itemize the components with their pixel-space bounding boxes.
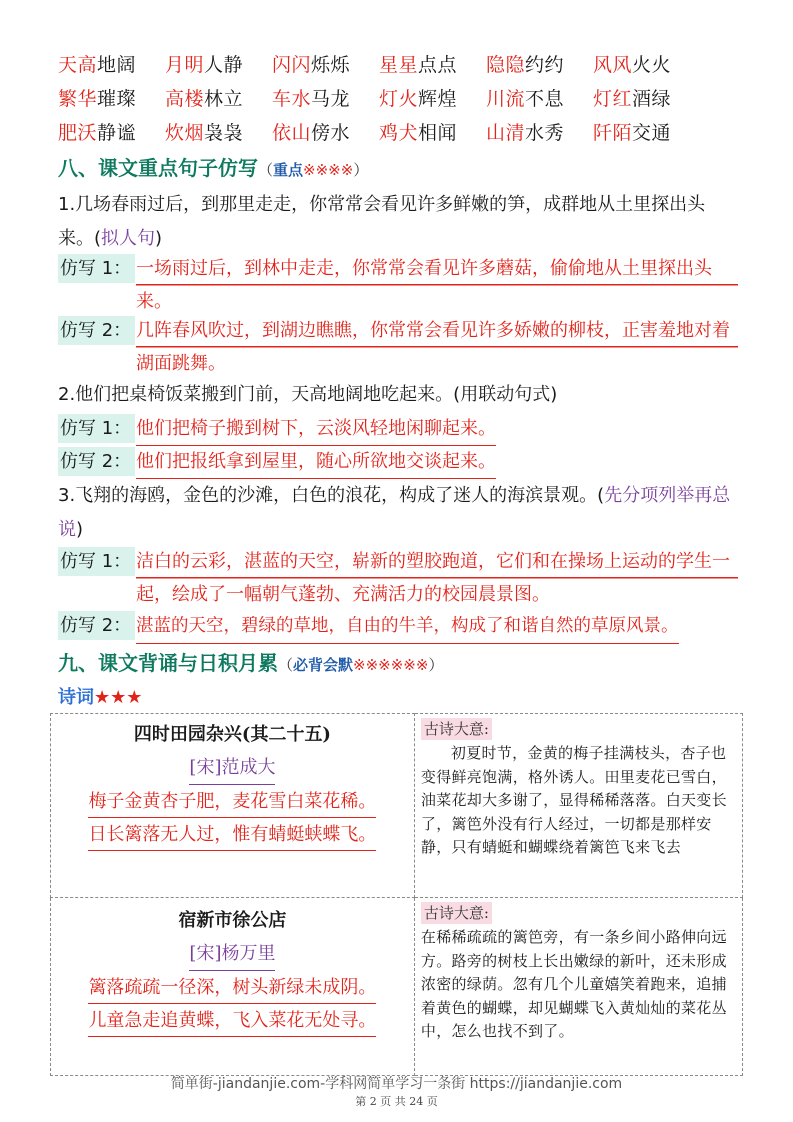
example-label: 仿写 1： xyxy=(58,254,135,283)
question-1-example-2 xyxy=(58,314,738,380)
meaning-label: 古诗大意: xyxy=(421,718,492,740)
word: 繁华璀璨 xyxy=(58,87,137,110)
meaning-cell xyxy=(414,898,742,1076)
word: 鸡犬相闻 xyxy=(379,121,458,144)
example-label: 仿写 2： xyxy=(58,611,135,640)
poem-row xyxy=(51,714,743,898)
word-row xyxy=(58,46,758,80)
example-text: 他们把报纸拿到屋里，随心所欲地交谈起来。 xyxy=(136,445,496,479)
poem-cell xyxy=(51,714,415,898)
word: 风风火火 xyxy=(593,53,672,76)
section-8-title: 八、课文重点句子仿写 xyxy=(58,156,258,180)
word: 炊烟袅袅 xyxy=(165,121,244,144)
question-3-example-2 xyxy=(58,609,738,644)
poem-table xyxy=(50,713,743,1076)
poem-line: 儿童急走追黄蝶，飞入菜花无处寻。 xyxy=(88,1006,376,1037)
question-3-example-1 xyxy=(58,545,738,611)
example-text: 他们把椅子搬到树下，云淡风轻地闲聊起来。 xyxy=(136,412,496,446)
word: 星星点点 xyxy=(379,53,458,76)
word: 高楼林立 xyxy=(165,87,244,110)
section-9-title: 九、课文背诵与日积月累 xyxy=(58,651,278,675)
poem-heading: 诗词★★★ xyxy=(58,687,143,708)
word-row xyxy=(58,114,758,148)
word: 灯红酒绿 xyxy=(593,87,672,110)
word: 隐隐约约 xyxy=(486,53,565,76)
word: 阡陌交通 xyxy=(593,121,672,144)
word: 依山傍水 xyxy=(272,121,351,144)
example-label: 仿写 1： xyxy=(58,414,135,443)
example-text: 几阵春风吹过，到湖边瞧瞧，你常常会看见许多娇嫩的柳枝，正害羞地对着湖面跳舞。 xyxy=(136,314,738,380)
example-text: 洁白的云彩，湛蓝的天空，崭新的塑胶跑道，它们和在操场上运动的学生一起，绘成了一幅朝气蓬勃、充满活力的校园晨景图。 xyxy=(136,545,738,611)
example-text: 一场雨过后，到林中走走，你常常会看见许多蘑菇，偷偷地从土里探出头来。 xyxy=(136,252,738,318)
poem-title: 宿新市徐公店 xyxy=(178,910,287,931)
question-1-example-1 xyxy=(58,252,738,318)
word: 川流不息 xyxy=(486,87,565,110)
word: 山清水秀 xyxy=(486,121,565,144)
meaning-label: 古诗大意: xyxy=(421,902,492,924)
word: 车水马龙 xyxy=(272,87,351,110)
question-1: 1.几场春雨过后，到那里走走，你常常会看见许多鲜嫩的笋，成群地从土里探出头来。(拟人句) xyxy=(58,194,706,249)
word: 灯火辉煌 xyxy=(379,87,458,110)
question-3: 3.飞翔的海鸥，金色的沙滩，白色的浪花，构成了迷人的海滨景观。(先分项列举再总说) xyxy=(58,485,731,540)
poem-author: [宋]杨万里 xyxy=(189,938,275,971)
word-row xyxy=(58,80,758,114)
star-rating-icon: ★★★ xyxy=(94,687,143,708)
meaning-text: 初夏时节，金黄的梅子挂满枝头，杏子也变得鲜亮饱满，格外诱人。田里麦花已雪白，油菜花却大多谢了，显得稀稀落落。白天变长了，篱笆外没有行人经过，一切都是那样安静，只有蜻蜓和蝴蝶绕着篱笆飞来飞去 xyxy=(420,744,727,856)
question-2-example-2 xyxy=(58,445,738,479)
poem-row xyxy=(51,898,743,1076)
poem-line: 梅子金黄杏子肥，麦花雪白菜花稀。 xyxy=(88,787,376,818)
poem-cell xyxy=(51,898,415,1076)
example-label: 仿写 2： xyxy=(58,316,135,345)
word: 月明人静 xyxy=(165,53,244,76)
section-8-heading xyxy=(58,152,368,181)
poem-line: 日长篱落无人过，惟有蜻蜓蛱蝶飞。 xyxy=(88,820,376,851)
poem-line: 篱落疏疏一径深，树头新绿未成阴。 xyxy=(88,973,376,1004)
page-number: 第 2 页 共 24 页 xyxy=(355,1095,438,1108)
section-9-heading xyxy=(58,647,443,676)
poem-author: [宋]范成大 xyxy=(189,752,275,785)
question-2: 2.他们把桌椅饭菜搬到门前，天高地阔地吃起来。(用联动句式) xyxy=(58,384,558,405)
example-label: 仿写 2： xyxy=(58,447,135,476)
section-8-note: （重点※※※※） xyxy=(258,161,369,179)
word: 肥沃静谧 xyxy=(58,121,137,144)
meaning-text: 在稀稀疏疏的篱笆旁，有一条乡间小路伸向远方。路旁的树枝上长出嫩绿的新叶，还未形成浓密的绿荫。忽有几个儿童嬉笑着跑来，追捕着黄色的蝴蝶，却见蝴蝶飞入黄灿灿的菜花丛中，怎么也找不到了。 xyxy=(420,928,727,1040)
question-1-hint: 拟人句 xyxy=(101,228,156,249)
meaning-cell xyxy=(414,714,742,898)
question-3-hint: 先分项列举再总说 xyxy=(58,485,731,540)
section-9-note: （必背会默※※※※※※） xyxy=(278,656,444,674)
word: 天高地阔 xyxy=(58,53,137,76)
word: 闪闪烁烁 xyxy=(272,53,351,76)
example-label: 仿写 1： xyxy=(58,547,135,576)
poem-title: 四时田园杂兴(其二十五) xyxy=(133,724,331,745)
question-2-example-1 xyxy=(58,412,738,446)
footer-text: 简单街-jiandanjie.com-学科网简单学习一条街 https://jiandanjie.com xyxy=(170,1076,623,1092)
word-grid xyxy=(58,46,758,148)
example-text: 湛蓝的天空，碧绿的草地，自由的牛羊，构成了和谐自然的草原风景。 xyxy=(136,610,679,644)
